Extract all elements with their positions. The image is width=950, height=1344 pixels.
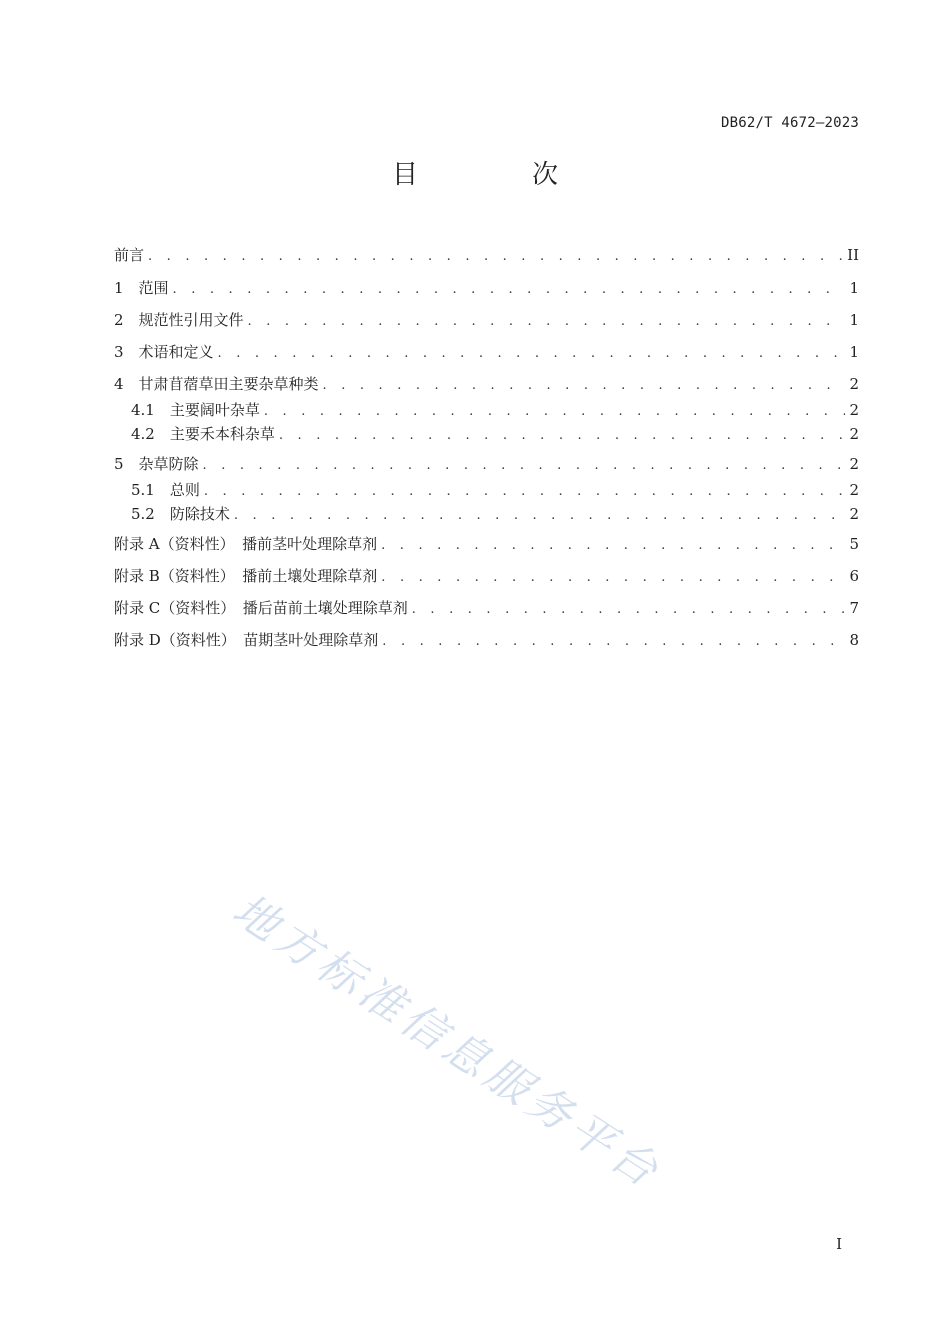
toc-entry-label: 4 甘肃苜蓿草田主要杂草种类 bbox=[114, 375, 319, 393]
toc-entry-label: 4.1 主要阔叶杂草 bbox=[131, 401, 260, 419]
leader-dots bbox=[173, 279, 845, 301]
toc-entry-general[interactable] bbox=[131, 479, 859, 501]
page-number: I bbox=[836, 1235, 842, 1253]
leader-dots bbox=[412, 599, 845, 621]
toc-entry-appendix-d[interactable] bbox=[114, 629, 859, 651]
toc-entry-page: 8 bbox=[849, 631, 859, 649]
toc-entry-normative-references[interactable] bbox=[114, 309, 859, 331]
toc-entry-label: 5.2 防除技术 bbox=[131, 505, 230, 523]
toc-title: 目 次 bbox=[391, 160, 602, 190]
toc-entry-page: 6 bbox=[849, 567, 859, 585]
toc-entry-page: 2 bbox=[849, 455, 859, 473]
toc-entry-appendix-c[interactable] bbox=[114, 597, 859, 619]
toc-entry-page: 7 bbox=[849, 599, 859, 617]
toc-entry-control-techniques[interactable] bbox=[131, 503, 859, 525]
toc-entry-foreword[interactable] bbox=[114, 244, 859, 266]
leader-dots bbox=[248, 311, 845, 333]
toc-entry-label: 2 规范性引用文件 bbox=[114, 311, 244, 329]
leader-dots bbox=[279, 425, 845, 447]
watermark: 地方标准信息服务平台 bbox=[223, 884, 671, 1200]
toc-entry-appendix-b[interactable] bbox=[114, 565, 859, 587]
toc-entry-page: 2 bbox=[849, 425, 859, 443]
leader-dots bbox=[218, 343, 845, 365]
toc-entry-label: 附录 C（资料性） 播后苗前土壤处理除草剂 bbox=[114, 599, 408, 617]
toc-entry-scope[interactable] bbox=[114, 277, 859, 299]
leader-dots bbox=[204, 481, 845, 503]
toc-entry-label: 1 范围 bbox=[114, 279, 169, 297]
toc-entry-broadleaf-weeds[interactable] bbox=[131, 399, 859, 421]
toc-entry-label: 前言 bbox=[114, 246, 145, 264]
leader-dots bbox=[234, 505, 845, 527]
leader-dots bbox=[323, 375, 845, 397]
leader-dots bbox=[381, 567, 845, 589]
toc-entry-page: II bbox=[847, 246, 859, 264]
toc-entry-label: 附录 A（资料性） 播前茎叶处理除草剂 bbox=[114, 535, 378, 553]
leader-dots bbox=[382, 631, 845, 653]
toc-entry-page: 2 bbox=[849, 375, 859, 393]
toc-entry-page: 2 bbox=[849, 481, 859, 499]
leader-dots bbox=[203, 455, 845, 477]
document-code: DB62/T 4672—2023 bbox=[720, 115, 859, 131]
toc-entry-page: 1 bbox=[849, 343, 859, 361]
toc-entry-page: 1 bbox=[849, 311, 859, 329]
toc-entry-weed-control[interactable] bbox=[114, 453, 859, 475]
toc-entry-label: 4.2 主要禾本科杂草 bbox=[131, 425, 275, 443]
toc-entry-appendix-a[interactable] bbox=[114, 533, 859, 555]
toc-entry-weed-species[interactable] bbox=[114, 373, 859, 395]
leader-dots bbox=[381, 535, 845, 557]
toc-entry-terms[interactable] bbox=[114, 341, 859, 363]
toc-entry-label: 3 术语和定义 bbox=[114, 343, 214, 361]
toc-entry-page: 2 bbox=[849, 401, 859, 419]
leader-dots bbox=[264, 401, 845, 423]
toc-entry-label: 附录 D（资料性） 苗期茎叶处理除草剂 bbox=[114, 631, 379, 649]
toc-entry-label: 5 杂草防除 bbox=[114, 455, 199, 473]
toc-entry-page: 2 bbox=[849, 505, 859, 523]
toc-entry-page: 5 bbox=[849, 535, 859, 553]
leader-dots bbox=[148, 246, 843, 268]
toc-entry-grass-weeds[interactable] bbox=[131, 423, 859, 445]
toc-entry-page: 1 bbox=[849, 279, 859, 297]
toc-entry-label: 附录 B（资料性） 播前土壤处理除草剂 bbox=[114, 567, 378, 585]
toc-entry-label: 5.1 总则 bbox=[131, 481, 200, 499]
